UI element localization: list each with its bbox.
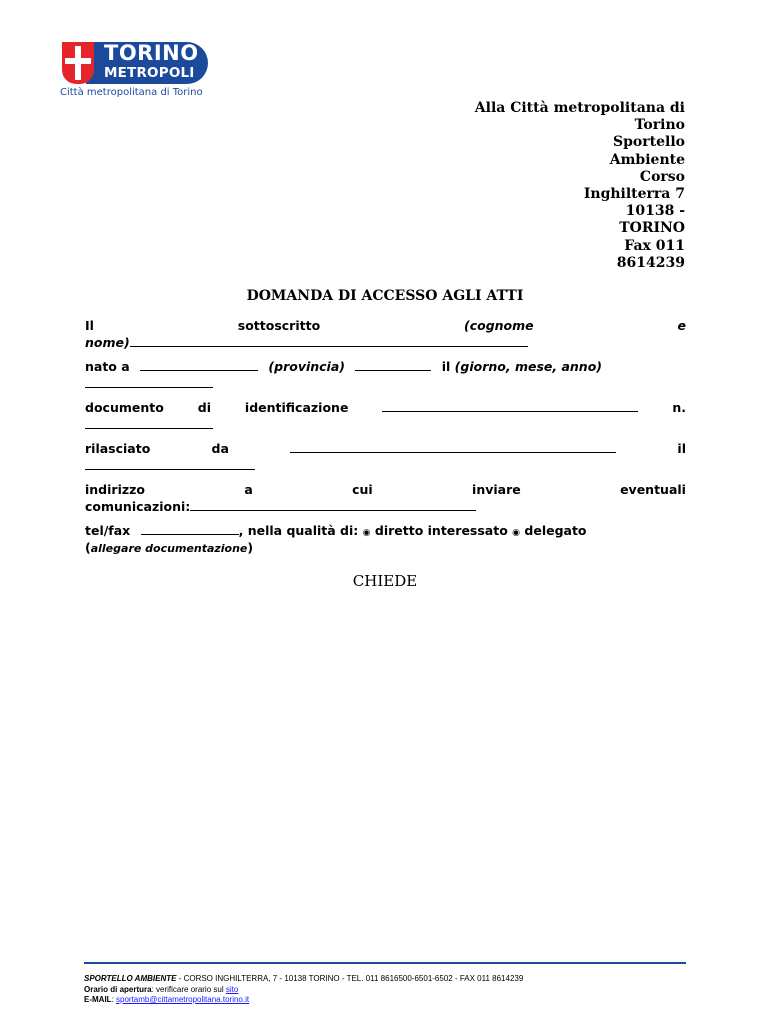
label-da: da [211, 441, 229, 456]
address-line: TORINO [619, 220, 685, 237]
request-form [85, 318, 686, 564]
label-date-format: (giorno, mese, anno) [454, 359, 602, 374]
row-nato [85, 359, 686, 400]
issue-date-field[interactable] [85, 458, 255, 470]
label-number: n. [672, 400, 686, 415]
label-il: Il [85, 318, 94, 333]
address-line: Sportello [613, 134, 685, 151]
label-documento: documento [85, 400, 164, 415]
label-nome: nome) [85, 335, 130, 350]
address-line: Torino [634, 117, 685, 134]
label-telfax: tel/fax [85, 523, 131, 538]
row-rilasciato [85, 441, 686, 482]
birthplace-field[interactable] [140, 359, 258, 371]
label-di: di [197, 400, 211, 415]
address-line: Ambiente [609, 151, 685, 168]
paren-close: ) [247, 540, 254, 555]
label-a: a [244, 482, 253, 497]
recipient-address [475, 100, 685, 272]
row-indirizzo [85, 482, 686, 523]
address-line: Fax 011 [624, 237, 685, 254]
label-allegare: allegare documentazione [90, 542, 248, 555]
radio-diretto-interessato[interactable]: ◉ [362, 528, 371, 538]
footer-site-link[interactable]: sito [225, 984, 239, 994]
address-line: 10138 - [625, 203, 685, 220]
label-cognome: (cognome [464, 318, 534, 333]
label-comunicazioni: comunicazioni: [85, 499, 191, 514]
label-identificazione: identificazione [244, 400, 349, 415]
row-documento [85, 400, 686, 441]
label-e: e [677, 318, 686, 333]
paren-open: ( [85, 540, 91, 555]
name-field[interactable] [130, 335, 528, 347]
footer-line-email [84, 995, 686, 1006]
label-diretto-interessato: diretto interessato [374, 523, 508, 538]
address-field[interactable] [190, 499, 476, 511]
chiede-heading: CHIEDE [352, 572, 418, 590]
logo-text-metropoli: METROPOLI [104, 65, 195, 81]
document-title: DOMANDA DI ACCESSO AGLI ATTI [246, 288, 524, 304]
label-inviare: inviare [472, 482, 521, 497]
label-cui: cui [352, 482, 373, 497]
label-il-date: il [441, 359, 451, 374]
label-delegato: delegato [524, 523, 587, 538]
footer-email-label: E-MAIL [84, 995, 112, 1004]
label-nato-a: nato a [85, 359, 130, 374]
logo-shield-icon [62, 42, 94, 84]
radio-delegato[interactable]: ◉ [512, 528, 521, 538]
logo-text-torino: TORINO [104, 41, 199, 65]
footer-office: SPORTELLO AMBIENTE [84, 974, 177, 983]
footer-email-link[interactable]: sportamb@cittametropolitana.torino.it [116, 995, 250, 1004]
address-line: Inghilterra 7 [583, 186, 685, 203]
phone-field[interactable] [141, 523, 239, 535]
address-line: 8614239 [616, 254, 685, 271]
row-sottoscritto [85, 318, 686, 359]
footer-address: - CORSO INGHILTERRA, 7 - 10138 TORINO - TEL. 011 8616500-6501-6502 - FAX 011 8614239 [176, 974, 524, 983]
label-qualita: , nella qualità di: [238, 523, 359, 538]
footer-hours-text: : verificare orario sul [151, 984, 226, 994]
label-rilasciato: rilasciato [85, 441, 151, 456]
label-il-issued: il [677, 441, 686, 456]
issuer-field[interactable] [290, 441, 616, 453]
address-line: Alla Città metropolitana di [474, 100, 685, 116]
city-logo [60, 40, 210, 100]
footer-hours-label: Orario di apertura [84, 984, 152, 994]
province-field[interactable] [355, 359, 431, 371]
footer-line-hours [84, 985, 686, 996]
footer [84, 962, 686, 1006]
label-indirizzo: indirizzo [85, 482, 146, 497]
document-type-field[interactable] [382, 400, 638, 412]
document-number-field[interactable] [85, 417, 213, 429]
label-sottoscritto: sottoscritto [237, 318, 321, 333]
row-telfax [85, 523, 686, 564]
logo-subtitle: Città metropolitana di Torino [60, 87, 203, 98]
footer-line-address [84, 974, 686, 985]
address-line: Corso [639, 168, 685, 185]
label-eventuali: eventuali [620, 482, 686, 497]
birthdate-field[interactable] [85, 376, 213, 388]
label-provincia: (provincia) [268, 359, 345, 374]
footer-email-sep: : [111, 995, 117, 1004]
